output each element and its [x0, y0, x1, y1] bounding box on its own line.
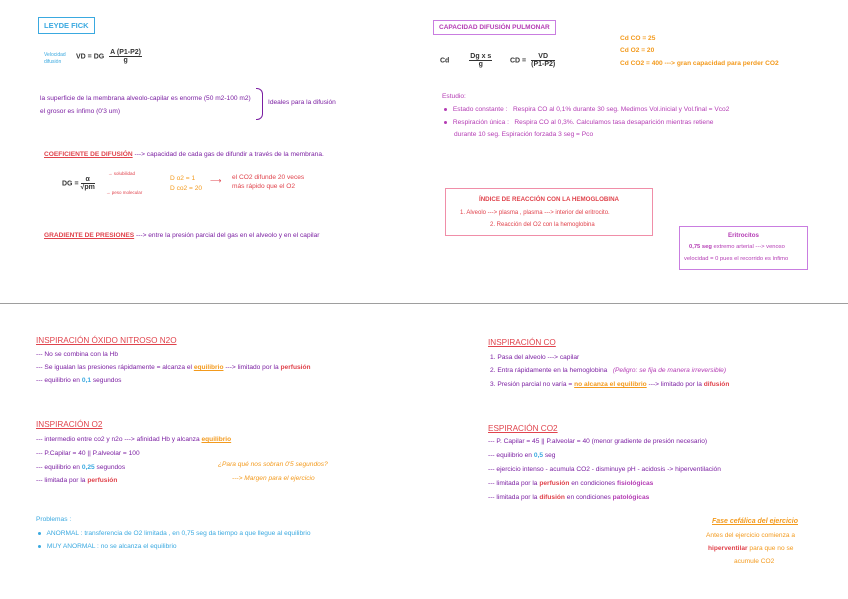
eritrocitos-range: extremo arterial ---> venoso: [713, 244, 785, 250]
esp-line-5c: en condiciones: [566, 494, 611, 501]
n2o-line-3c: segundos: [92, 377, 122, 384]
ideales-text: Ideales para la difusión: [268, 99, 336, 106]
fase-hiperventilar: hiperventilar: [708, 545, 748, 552]
problemas-item-1-text: ANORMAL : transferencia de O2 limitada , en 0,75 seg da tiempo a que llegue al equilibrio: [46, 530, 311, 537]
o2-equilibrio: equilibrio: [201, 436, 232, 443]
cd-label: Cd: [440, 57, 450, 65]
problemas-item-2-text: MUY ANORMAL : no se alcanza el equilibrio: [46, 543, 177, 550]
estudio-label: Estudio:: [442, 93, 466, 100]
resp-line: [444, 119, 713, 126]
coef-line: [44, 151, 324, 158]
co-peligro: (Peligro: se fija de manera irreversible): [612, 367, 727, 374]
o2-line-3: [36, 464, 125, 471]
dg-fraction: [81, 176, 95, 191]
fase-line-2: [708, 545, 793, 552]
peso-label: peso molecular: [111, 190, 143, 195]
co2-note-2: más rápido que el O2: [232, 183, 296, 190]
eritrocitos-box: [679, 226, 808, 270]
cd2-fraction: [531, 53, 555, 68]
estado-line: [444, 106, 729, 113]
coef-title: COEFICIENTE DE DIFUSIÓN: [44, 151, 133, 158]
n2o-line-2a: --- Se igualan las presiones rápidamente = alcanza el: [36, 364, 192, 371]
n2o-equilibrio: equilibrio: [193, 364, 224, 371]
cd-formula: [440, 53, 492, 68]
cd-numerator: Dg x s: [470, 53, 492, 60]
co2-note-1: el CO2 difunde 20 veces: [232, 174, 305, 181]
bullet-icon: [38, 532, 41, 535]
cd-co-value: Cd CO = 25: [620, 35, 656, 42]
fick-formula: [76, 49, 142, 64]
superficie-text: la superficie de la membrana alveolo-capilar es enorme (50 m2-100 m2): [40, 95, 251, 102]
cd-co2-value: Cd CO2 = 400: [620, 60, 663, 67]
indice-title: ÍNDICE DE REACCIÓN CON LA HEMOGLOBINA: [478, 196, 620, 203]
n2o-title: INSPIRACIÓN ÓXIDO NITROSO N2O: [36, 336, 177, 345]
dg-formula: [62, 176, 95, 191]
co-item-3a: 3. Presión parcial no varía =: [490, 381, 573, 388]
esp-line-5a: --- limitada por la: [488, 494, 538, 501]
o2-answer: ---> Margen para el ejercicio: [232, 475, 315, 482]
esp-line-5: [488, 494, 649, 501]
esp-difusion: difusión: [539, 494, 565, 501]
gradiente-line: [44, 232, 319, 239]
esp-time: 0,5: [533, 452, 543, 459]
fick-formula-lhs: VD = DG: [76, 53, 105, 61]
dg-numerator: α: [81, 176, 95, 184]
cd-co2-line: [620, 60, 779, 67]
problemas-title: Problemas :: [36, 516, 72, 523]
fase-line-3: acumule CO2: [734, 558, 775, 565]
n2o-line-3a: --- equilibrio en: [36, 377, 80, 384]
co-item-3: [490, 381, 729, 388]
dg-lhs: DG =: [62, 180, 79, 188]
fick-fraction: [109, 49, 142, 64]
esp-line-1: --- P. Capilar = 45 || P.alveolar = 40 (menor gradiente de presión necesario): [488, 438, 708, 445]
esp-title: ESPIRACIÓN CO2: [488, 424, 558, 433]
brace-icon: [256, 88, 263, 120]
fase-title: Fase cefálica del ejercicio: [712, 518, 798, 525]
coef-text: ---> capacidad de cada gas de difundir a través de la membrana.: [134, 151, 324, 158]
fase-line-2b: para que no se: [749, 545, 794, 552]
co-title: INSPIRACIÓN CO: [488, 338, 556, 347]
n2o-line-2: [36, 364, 311, 371]
leyde-fick-title-box: [38, 17, 95, 34]
gradiente-text: ---> entre la presión parcial del gas en el alveolo y en el capilar: [135, 232, 320, 239]
esp-line-2a: --- equilibrio en: [488, 452, 532, 459]
arrow-icon: ⟶: [210, 176, 222, 185]
cd2-numerator: VD: [531, 53, 555, 61]
n2o-line-2c: ---> limitado por la: [225, 364, 279, 371]
co-item-1: 1. Pasa del alveolo ---> capilar: [490, 354, 580, 361]
co-item-2: [490, 367, 726, 374]
problemas-item-2: [38, 543, 177, 550]
estado-label: Estado constante :: [452, 106, 508, 113]
o2-line-4: [36, 477, 117, 484]
grosor-text: el grosor es ínfimo (0'3 um): [40, 108, 121, 115]
fick-numerator: A (P1-P2): [110, 49, 142, 56]
o2-question: ¿Para qué nos sobran 0'5 segundos?: [218, 461, 328, 468]
fick-denominator: g: [123, 57, 128, 64]
capacidad-title-box: [433, 20, 556, 35]
n2o-line-3: [36, 377, 121, 384]
co-item-3c: ---> limitado por la: [648, 381, 702, 388]
cd2-formula: [510, 53, 555, 68]
eritrocitos-time: 0,75 seg: [689, 244, 712, 250]
estado-text: Respira CO al 0,1% durante 30 seg. Medimos Vol.inicial y Vol.final = Vco2: [512, 106, 730, 113]
leyde-fick-title: LEYDE FICK: [44, 21, 89, 30]
gradiente-title: GRADIENTE DE PRESIONES: [44, 232, 135, 239]
esp-line-3: --- ejercicio intenso - acumula CO2 - disminuye pH - acidosis -> hiperventilación: [488, 466, 721, 473]
eritrocitos-title: Eritrocitos: [728, 232, 759, 239]
esp-perfusion: perfusión: [539, 480, 570, 487]
bullet-icon: [444, 108, 447, 111]
o2-line-2: --- P.Capilar = 40 || P.alveolar = 100: [36, 450, 140, 457]
fase-line-1: Antes del ejercicio comienza a: [706, 532, 796, 539]
co-item-2a: 2. Entra rápidamente en la hemoglobina: [490, 367, 608, 374]
esp-line-2c: seg: [544, 452, 556, 459]
cd2-denominator: (P1-P2): [531, 61, 556, 68]
peso-note: → peso molecular: [106, 190, 143, 195]
bullet-icon: [444, 121, 447, 124]
co-no-equilibrio: no alcanza el equilibrio: [574, 381, 647, 388]
eritrocitos-line-2: velocidad = 0 pues el recorrido es ínfimo: [684, 256, 789, 262]
eritrocitos-line-1: [689, 244, 785, 250]
indice-item-1: 1. Alveolo ---> plasma , plasma ---> interior del eritrocito.: [460, 210, 610, 216]
cd-o2-value: Cd O2 = 20: [620, 47, 655, 54]
n2o-line-1: --- No se combina con la Hb: [36, 351, 119, 358]
o2-line-4a: --- limitada por la: [36, 477, 86, 484]
problemas-item-1: [38, 530, 311, 537]
resp-text-1: Respira CO al 0,3%. Calculamos tasa desaparición mientras retiene: [514, 119, 714, 126]
section-divider: [0, 303, 848, 304]
esp-line-2: [488, 452, 555, 459]
o2-title: INSPIRACIÓN O2: [36, 420, 103, 429]
o2-time: 0,25: [81, 464, 95, 471]
dco2-text: D co2 = 20: [170, 185, 203, 192]
solubilidad-label: solubilidad: [113, 171, 136, 176]
o2-perfusion: perfusión: [87, 477, 118, 484]
esp-patologicas: patológicas: [612, 494, 650, 501]
resp-label: Respiración única :: [452, 119, 509, 126]
o2-line-1a: --- intermedio entre co2 y n2o ---> afinidad Hb y alcanza: [36, 436, 200, 443]
o2-line-3a: --- equilibrio en: [36, 464, 80, 471]
velocidad-label: Velocidad: [44, 52, 66, 58]
n2o-time: 0,1: [81, 377, 91, 384]
esp-line-4a: --- limitada por la: [488, 480, 538, 487]
co-difusion: difusión: [703, 381, 730, 388]
esp-line-4: [488, 480, 653, 487]
o2-line-1: [36, 436, 231, 443]
cd2-lhs: CD =: [510, 57, 527, 65]
indice-item-2: 2. Reacción del O2 con la hemoglobina: [490, 222, 595, 228]
n2o-perfusion: perfusión: [280, 364, 311, 371]
dg-denominator: √pm: [80, 184, 95, 191]
solubilidad-note: → solubilidad: [108, 171, 136, 176]
indice-box: [445, 188, 653, 236]
o2-line-3c: segundos: [96, 464, 126, 471]
difusion-label: difusión: [44, 59, 62, 65]
capacidad-title: CAPACIDAD DIFUSIÓN PULMONAR: [439, 24, 550, 31]
bullet-icon: [38, 545, 41, 548]
esp-line-4c: en condiciones: [571, 480, 616, 487]
esp-fisiologicas: fisiológicas: [617, 480, 654, 487]
do2-text: D o2 = 1: [170, 175, 196, 182]
cd-denominator: g: [478, 61, 483, 68]
cd-co2-note: ---> gran capacidad para perder CO2: [664, 60, 779, 67]
resp-text-2: durante 10 seg. Espiración forzada 3 seg = Pco: [454, 131, 594, 138]
cd-fraction: [469, 53, 492, 68]
